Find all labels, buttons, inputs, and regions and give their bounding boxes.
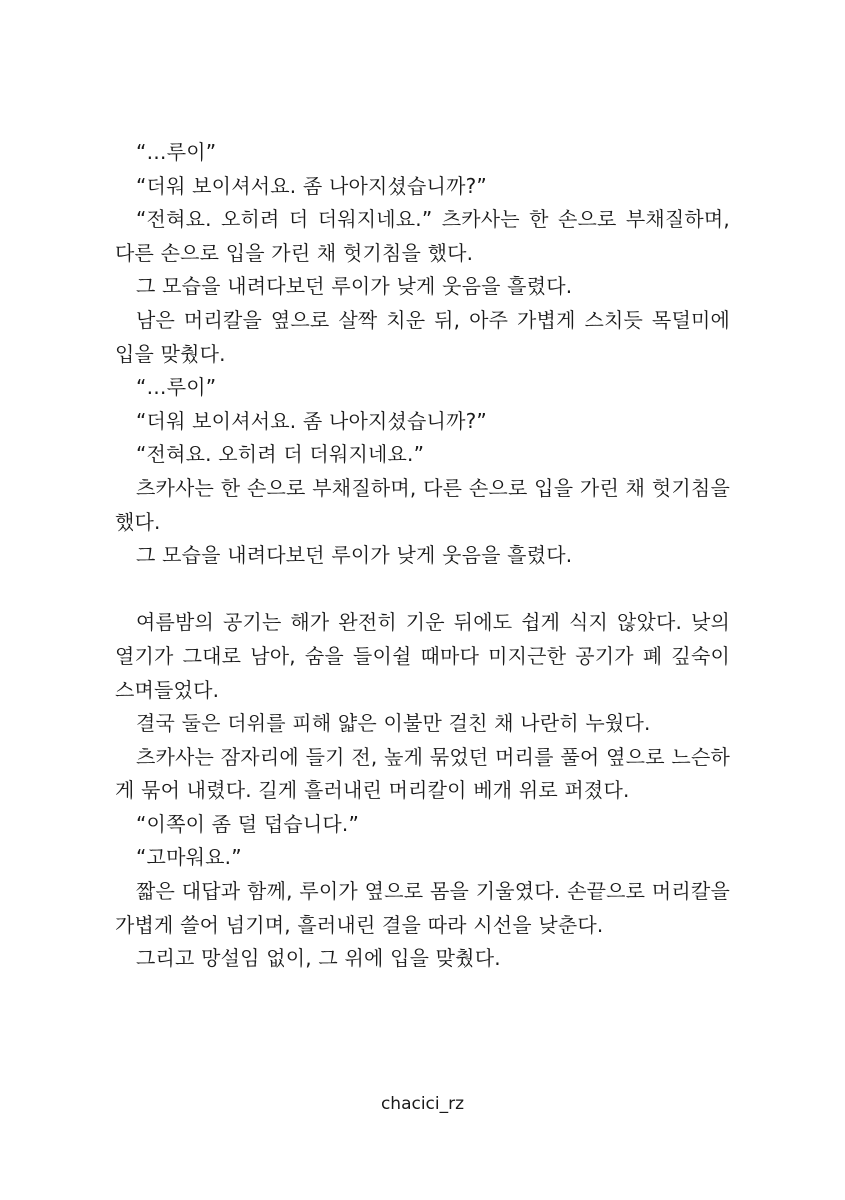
- paragraph: 여름밤의 공기는 해가 완전히 기운 뒤에도 쉽게 식지 않았다. 낮의 열기가 그대로 남아, 숨을 들이쉴 때마다 미지근한 공기가 폐 깊숙이 스며들었다.: [115, 610, 730, 702]
- story-text: [115, 136, 730, 976]
- paragraph: 그리고 망설임 없이, 그 위에 입을 맞췄다.: [136, 946, 501, 971]
- section-break: [115, 573, 730, 607]
- paragraph: “전혀요. 오히려 더 더워지네요.” 츠카사는 한 손으로 부채질하며, 다른 손으로 입을 가린 채 헛기침을 했다.: [115, 207, 730, 265]
- author-credit: chacici_rz: [380, 1094, 465, 1114]
- paragraph: “고마워요.”: [136, 845, 242, 870]
- paragraph: “이쪽이 좀 덜 덥습니다.”: [136, 811, 360, 836]
- paragraph: 츠카사는 한 손으로 부채질하며, 다른 손으로 입을 가린 채 헛기침을 했다.: [115, 475, 730, 534]
- paragraph: 짧은 대답과 함께, 루이가 옆으로 몸을 기울였다. 손끝으로 머리칼을 가볍게 쓸어 넘기며, 흘러내린 결을 따라 시선을 낮춘다.: [115, 879, 730, 937]
- paragraph: “전혀요. 오히려 더 더워지네요.”: [136, 442, 425, 467]
- paragraph: “더워 보이셔서요. 좀 나아지셨습니까?”: [136, 408, 487, 433]
- paragraph: 결국 둘은 더위를 피해 얇은 이불만 걸친 채 나란히 누웠다.: [136, 711, 651, 736]
- paragraph: 그 모습을 내려다보던 루이가 낮게 웃음을 흘렸다.: [136, 543, 573, 568]
- paragraph: “더워 보이셔서요. 좀 나아지셨습니까?”: [136, 173, 487, 198]
- paragraph: 남은 머리칼을 옆으로 살짝 치운 뒤, 아주 가볍게 스치듯 목덜미에 입을 맞췄다.: [115, 307, 730, 366]
- paragraph: 츠카사는 잠자리에 들기 전, 높게 묶었던 머리를 풀어 옆으로 느슨하게 묶어 내렸다. 길게 흘러내린 머리칼이 베개 위로 퍼졌다.: [115, 744, 730, 803]
- paragraph: 그 모습을 내려다보던 루이가 낮게 웃음을 흘렸다.: [136, 274, 573, 299]
- paragraph: “…루이”: [136, 375, 217, 400]
- paragraph: “…루이”: [136, 140, 217, 164]
